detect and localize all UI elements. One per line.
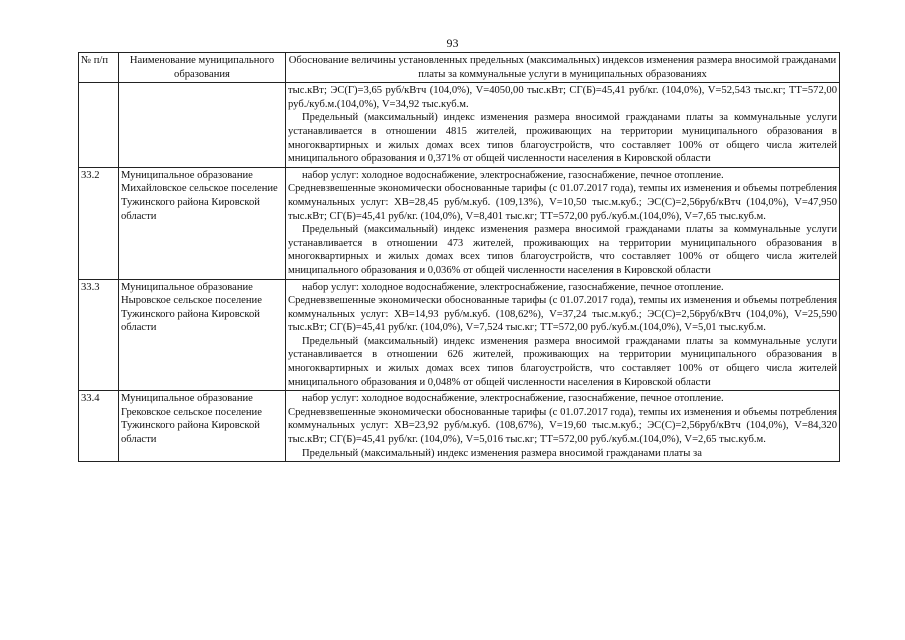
tariffs-text: Средневзвешенные экономически обоснованные тарифы (с 01.07.2017 года), темпы их изменения и объемы потребления коммунальных услуг: ХВ=14,93 руб/м.куб. (108,62%), V=37,24 тыс.м.куб.; ЭС(С)=2,56руб/кВтч (104,0%), V=25,590 тыс.кВт; СГ(Б)=45,41 руб/кг. (104,0%), V=7,524 тыс.кг; ТТ=572,00 руб./куб.м.(104,0%), V=5,01 тыс.куб.м. [288, 295, 837, 334]
page-number: 93 [446, 36, 459, 50]
table-row [79, 391, 840, 462]
basis-cell [286, 391, 840, 462]
basis-cell [286, 83, 840, 168]
row-number: 33.2 [79, 167, 119, 279]
row-number [79, 83, 119, 168]
basis-cell [286, 167, 840, 279]
municipality-name: Муниципальное образование Ныровское сельское поселение Тужинского района Кировской области [119, 279, 286, 391]
index-text: Предельный (максимальный) индекс изменения размера вносимой гражданами платы за коммунальные услуги устанавливается в отношении 4815 жителей, проживающих на территории муниципального образования в многоквартирных и жилых домах всех типов благоустройств, что составляет 100% от общего числа жителей мниципального образования и 0,371% от общей численности населения в Кировской области [288, 112, 837, 165]
row-number: 33.4 [79, 391, 119, 462]
basis-cell [286, 279, 840, 391]
table-header-row [79, 53, 840, 83]
municipality-name [119, 83, 286, 168]
table-row-continuation [79, 83, 840, 168]
services-text: набор услуг: холодное водоснабжение, электроснабжение, газоснабжение, печное отопление. [302, 281, 724, 293]
municipality-name: Муниципальное образование Грековское сельское поселение Тужинского района Кировской области [119, 391, 286, 462]
tariffs-text: Средневзвешенные экономически обоснованные тарифы (с 01.07.2017 года), темпы их изменения и объемы потребления коммунальных услуг: ХВ=23,92 руб/м.куб. (108,67%), V=19,60 тыс.м.куб.; ЭС(С)=2,56руб/кВтч (104,0%), V=84,320 тыс.кВт; СГ(Б)=45,41 руб/кг. (104,0%), V=5,016 тыс.кг; ТТ=572,00 руб./куб.м.(104,0%), V=2,65 тыс.куб.м. [288, 406, 837, 446]
tariff-index-table [78, 52, 840, 462]
table-row [79, 167, 840, 279]
index-text: Предельный (максимальный) индекс изменения размера вносимой гражданами платы за коммунальные услуги устанавливается в отношении 626 жителей, проживающих на территории муниципального образования в многоквартирных и жилых домах всех типов благоустройств, что составляет 100% от общего числа жителей мниципального образования и 0,048% от общей численности населения в Кировской области [288, 335, 837, 388]
header-municipality-name: Наименование муниципального образования [119, 53, 286, 83]
services-text: набор услуг: холодное водоснабжение, электроснабжение, газоснабжение, печное отопление. [302, 393, 724, 405]
services-text: набор услуг: холодное водоснабжение, электроснабжение, газоснабжение, печное отопление. [302, 169, 724, 181]
index-text: Предельный (максимальный) индекс изменения размера вносимой гражданами платы за [302, 447, 702, 459]
municipality-name: Муниципальное образование Михайловское сельское поселение Тужинского района Кировской области [119, 167, 286, 279]
tariffs-text: тыс.кВт; ЭС(Г)=3,65 руб/кВтч (104,0%), V=4050,00 тыс.кВт; СГ(Б)=45,41 руб/кг. (104,0%), V=52,543 тыс.кг; ТТ=572,00 руб./куб.м.(104,0%), V=34,92 тыс.куб.м. [288, 85, 837, 110]
index-text: Предельный (максимальный) индекс изменения размера вносимой гражданами платы за коммунальные услуги устанавливается в отношении 473 жителей, проживающих на территории муниципального образования в многоквартирных и жилых домах всех типов благоустройств, что составляет 100% от общего числа жителей мниципального образования и 0,036% от общей численности населения в Кировской области [288, 224, 837, 276]
header-basis: Обоснование величины установленных предельных (максимальных) индексов изменения размера вносимой гражданами платы за коммунальные услуги в муниципальных образованиях [286, 53, 840, 83]
tariffs-text: Средневзвешенные экономически обоснованные тарифы (с 01.07.2017 года), темпы их изменения и объемы потребления коммунальных услуг: ХВ=28,45 руб/м.куб. (109,13%), V=10,50 тыс.м.куб.; ЭС(С)=2,56руб/кВтч (104,0%), V=47,950 тыс.кВт; СГ(Б)=45,41 руб/кг. (104,0%), V=8,401 тыс.кг; ТТ=572,00 руб./куб.м.(104,0%), V=7,65 тыс.куб.м. [288, 183, 837, 222]
row-number: 33.3 [79, 279, 119, 391]
header-number: № п/п [79, 53, 119, 83]
table-row [79, 279, 840, 391]
